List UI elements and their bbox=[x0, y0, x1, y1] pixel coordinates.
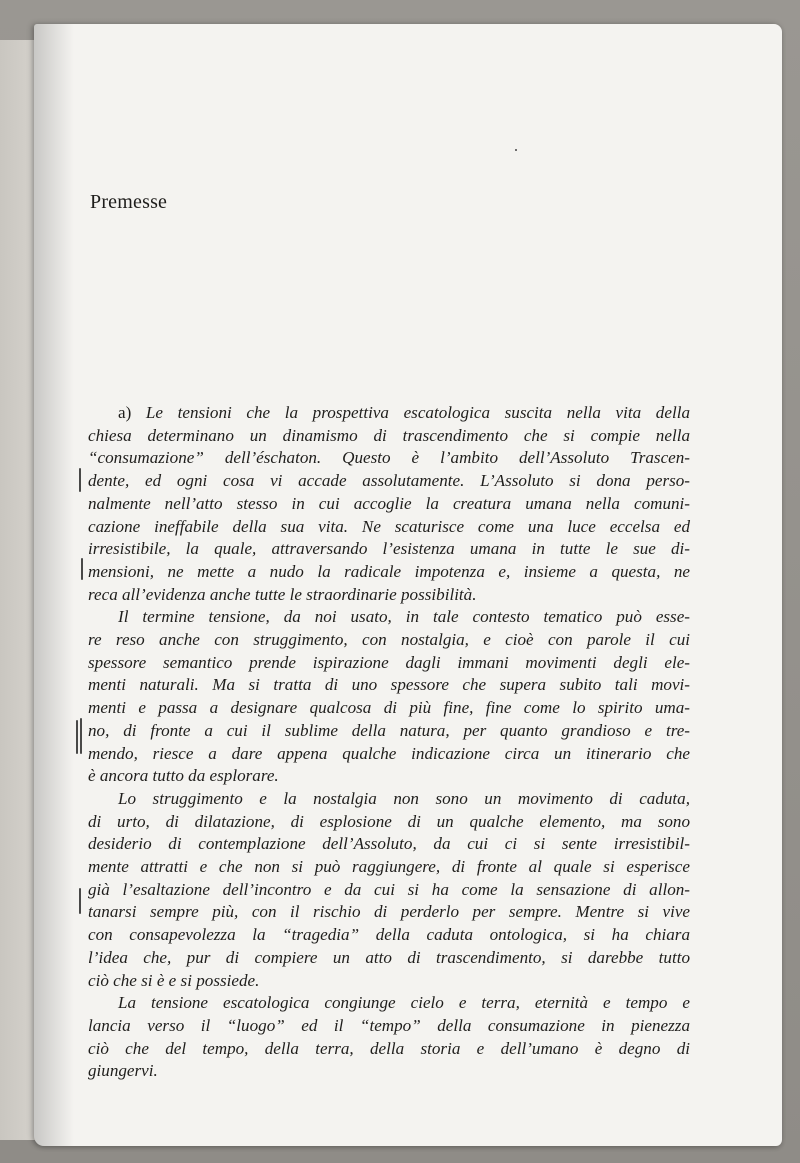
text-line: cazione ineffabile della sua vita. Ne scaturisce come una luce eccelsa ed bbox=[88, 516, 690, 536]
speck bbox=[515, 149, 517, 151]
gutter-shadow bbox=[34, 24, 74, 1146]
page-heading: Premesse bbox=[90, 191, 168, 213]
text-line: di urto, di dilatazione, di esplosione di un qualche elemento, ma sono bbox=[88, 811, 690, 831]
text-line: La tensione escatologica congiunge cielo e terra, eternità e tempo e bbox=[118, 993, 690, 1013]
text-line: ciò che si è e si possiede. bbox=[88, 970, 260, 990]
text-line: mente attratti e che non si può raggiungere, di fronte al quale si esperisce bbox=[88, 857, 690, 877]
text-line: giungervi. bbox=[88, 1061, 158, 1081]
margin-mark bbox=[79, 888, 81, 914]
text-line: menti e passa a designare qualcosa di più fine, fine come lo spirito uma- bbox=[88, 698, 690, 718]
text-line: Lo struggimento e la nostalgia non sono un movimento di caduta, bbox=[118, 788, 690, 808]
margin-mark bbox=[80, 718, 82, 754]
margin-mark bbox=[79, 468, 81, 492]
text-line: ciò che del tempo, della terra, della storia e dell’umano è degno di bbox=[88, 1038, 690, 1058]
margin-mark bbox=[81, 558, 83, 580]
text-line: re reso anche con struggimento, con nostalgia, e cioè con parole il cui bbox=[88, 630, 690, 650]
text-line: mendo, riesce a dare appena qualche indicazione circa un itinerario che bbox=[88, 743, 690, 763]
text-line: Il termine tensione, da noi usato, in tale contesto tematico può esse- bbox=[118, 607, 690, 627]
text-line: reca all’evidenza anche tutte le straordinarie possibilità. bbox=[88, 584, 477, 604]
text-line: “consumazione” dell’éschaton. Questo è l’ambito dell’Assoluto Trascen- bbox=[88, 448, 690, 468]
margin-mark bbox=[76, 720, 78, 754]
text-line: dente, ed ogni cosa vi accade assolutamente. L’Assoluto si dona perso- bbox=[88, 471, 690, 491]
text-line: mensioni, ne mette a nudo la radicale impotenza e, insieme a questa, ne bbox=[88, 561, 690, 581]
book-page bbox=[34, 24, 782, 1146]
text-line: lancia verso il “luogo” ed il “tempo” della consumazione in pienezza bbox=[88, 1015, 690, 1035]
text-line: chiesa determinano un dinamismo di trascendimento che si compie nella bbox=[88, 425, 690, 445]
text-line: no, di fronte a cui il sublime della natura, per quanto grandioso e tre- bbox=[88, 720, 690, 740]
text-line: a) Le tensioni che la prospettiva escatologica suscita nella vita della bbox=[118, 403, 690, 422]
text-line: nalmente nell’atto stesso in cui accoglie la creatura umana nella comuni- bbox=[88, 493, 690, 513]
text-line: è ancora tutto da esplorare. bbox=[88, 766, 279, 786]
text-line: con consapevolezza la “tragedia” della caduta ontologica, si ha chiara bbox=[88, 925, 690, 945]
text-line: irresistibile, la quale, attraversando l’esistenza umana in tutte le sue di- bbox=[88, 539, 690, 559]
text-line: desiderio di contemplazione dell’Assoluto, da cui ci si sente irresistibil- bbox=[88, 834, 690, 854]
text-line: già l’esaltazione dell’incontro e da cui si ha come la sensazione di allon- bbox=[88, 879, 690, 899]
body-text bbox=[88, 402, 690, 1083]
text-line: tanarsi sempre più, con il rischio di perderlo per sempre. Mentre si vive bbox=[88, 902, 690, 922]
text-line: menti naturali. Ma si tratta di uno spessore che supera subito tali movi- bbox=[88, 675, 690, 695]
paragraph-label: a) bbox=[118, 403, 132, 422]
text-line: spessore semantico prende ispirazione dagli immani movimenti degli ele- bbox=[88, 652, 690, 672]
text-line: l’idea che, pur di compiere un atto di trascendimento, si darebbe tutto bbox=[88, 947, 690, 967]
